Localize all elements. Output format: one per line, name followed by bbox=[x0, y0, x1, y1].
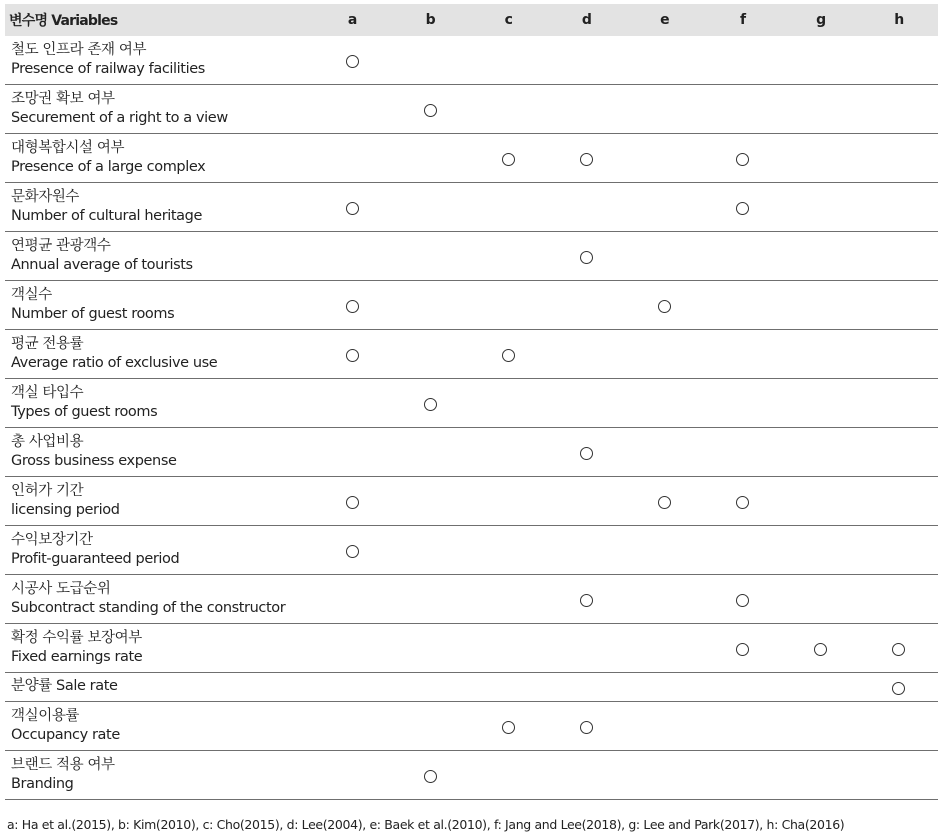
source-h-cell bbox=[860, 232, 938, 281]
source-c-cell bbox=[469, 232, 547, 281]
source-e-cell bbox=[626, 330, 704, 379]
source-e-cell bbox=[626, 702, 704, 751]
variables-column-header: 변수명 Variables bbox=[5, 4, 313, 36]
circle-mark-icon bbox=[736, 496, 749, 509]
source-g-cell bbox=[782, 526, 860, 575]
variable-korean-label: 인허가 기간 bbox=[11, 482, 84, 499]
source-b-cell bbox=[391, 673, 469, 702]
source-c-cell bbox=[469, 673, 547, 702]
table-row bbox=[5, 575, 938, 624]
source-b-cell bbox=[391, 232, 469, 281]
variable-english-label: Subcontract standing of the constructor bbox=[11, 600, 286, 616]
source-h-cell bbox=[860, 379, 938, 428]
circle-mark-icon bbox=[736, 202, 749, 215]
source-a-cell bbox=[313, 526, 391, 575]
source-a-cell bbox=[313, 281, 391, 330]
source-d-cell bbox=[548, 751, 626, 800]
circle-mark-icon bbox=[892, 643, 905, 656]
variable-korean-label: 수익보장기간 bbox=[11, 531, 93, 548]
variable-english-label: Gross business expense bbox=[11, 453, 177, 469]
source-e-cell bbox=[626, 673, 704, 702]
source-g-cell bbox=[782, 702, 860, 751]
source-b-cell bbox=[391, 134, 469, 183]
source-d-cell bbox=[548, 526, 626, 575]
circle-mark-icon bbox=[424, 770, 437, 783]
table-row bbox=[5, 134, 938, 183]
circle-mark-icon bbox=[736, 643, 749, 656]
source-h-cell bbox=[860, 85, 938, 134]
table-row bbox=[5, 673, 938, 702]
variable-cell bbox=[5, 183, 313, 232]
circle-mark-icon bbox=[346, 300, 359, 313]
source-b-cell bbox=[391, 428, 469, 477]
source-column-header: e bbox=[626, 4, 704, 36]
source-column-header: g bbox=[782, 4, 860, 36]
source-b-cell bbox=[391, 183, 469, 232]
source-d-cell bbox=[548, 673, 626, 702]
source-d-cell bbox=[548, 702, 626, 751]
source-f-cell bbox=[704, 702, 782, 751]
source-c-cell bbox=[469, 379, 547, 428]
source-c-cell bbox=[469, 36, 547, 85]
source-b-cell bbox=[391, 575, 469, 624]
variable-english-label: Occupancy rate bbox=[11, 727, 120, 743]
source-a-cell bbox=[313, 575, 391, 624]
variable-english-label: Types of guest rooms bbox=[11, 404, 158, 420]
table-header-row bbox=[5, 4, 938, 36]
source-e-cell bbox=[626, 85, 704, 134]
source-g-cell bbox=[782, 36, 860, 85]
table-row bbox=[5, 183, 938, 232]
source-f-cell bbox=[704, 330, 782, 379]
variable-cell bbox=[5, 281, 313, 330]
source-b-cell bbox=[391, 624, 469, 673]
variable-cell bbox=[5, 751, 313, 800]
source-a-cell bbox=[313, 477, 391, 526]
source-a-cell bbox=[313, 751, 391, 800]
circle-mark-icon bbox=[580, 447, 593, 460]
source-d-cell bbox=[548, 85, 626, 134]
source-d-cell bbox=[548, 379, 626, 428]
source-b-cell bbox=[391, 281, 469, 330]
source-c-cell bbox=[469, 477, 547, 526]
variable-cell bbox=[5, 428, 313, 477]
source-f-cell bbox=[704, 85, 782, 134]
variable-english-label: Annual average of tourists bbox=[11, 257, 193, 273]
source-e-cell bbox=[626, 379, 704, 428]
source-e-cell bbox=[626, 575, 704, 624]
source-b-cell bbox=[391, 751, 469, 800]
source-f-cell bbox=[704, 428, 782, 477]
source-g-cell bbox=[782, 751, 860, 800]
variable-english-label: Fixed earnings rate bbox=[11, 649, 143, 665]
circle-mark-icon bbox=[346, 349, 359, 362]
source-f-cell bbox=[704, 575, 782, 624]
source-c-cell bbox=[469, 85, 547, 134]
source-e-cell bbox=[626, 134, 704, 183]
source-d-cell bbox=[548, 330, 626, 379]
source-column-header: d bbox=[548, 4, 626, 36]
variables-table bbox=[5, 4, 938, 800]
circle-mark-icon bbox=[502, 153, 515, 166]
source-c-cell bbox=[469, 526, 547, 575]
source-g-cell bbox=[782, 232, 860, 281]
source-e-cell bbox=[626, 624, 704, 673]
circle-mark-icon bbox=[658, 300, 671, 313]
table-row bbox=[5, 428, 938, 477]
source-a-cell bbox=[313, 379, 391, 428]
source-b-cell bbox=[391, 526, 469, 575]
source-g-cell bbox=[782, 477, 860, 526]
source-column-header: b bbox=[391, 4, 469, 36]
source-c-cell bbox=[469, 624, 547, 673]
variable-cell bbox=[5, 702, 313, 751]
source-d-cell bbox=[548, 183, 626, 232]
source-b-cell bbox=[391, 85, 469, 134]
source-g-cell bbox=[782, 85, 860, 134]
source-a-cell bbox=[313, 36, 391, 85]
table-row bbox=[5, 624, 938, 673]
source-g-cell bbox=[782, 624, 860, 673]
variable-korean-label: 연평균 관광객수 bbox=[11, 237, 111, 254]
circle-mark-icon bbox=[346, 545, 359, 558]
circle-mark-icon bbox=[424, 104, 437, 117]
circle-mark-icon bbox=[892, 682, 905, 695]
source-e-cell bbox=[626, 183, 704, 232]
variable-english-label: Number of guest rooms bbox=[11, 306, 175, 322]
source-f-cell bbox=[704, 751, 782, 800]
variable-english-label: Number of cultural heritage bbox=[11, 208, 202, 224]
variable-cell bbox=[5, 673, 313, 702]
source-a-cell bbox=[313, 428, 391, 477]
source-c-cell bbox=[469, 575, 547, 624]
table-row bbox=[5, 526, 938, 575]
source-b-cell bbox=[391, 702, 469, 751]
variable-korean-label: 객실 타입수 bbox=[11, 384, 84, 401]
source-b-cell bbox=[391, 330, 469, 379]
variable-cell bbox=[5, 477, 313, 526]
source-g-cell bbox=[782, 281, 860, 330]
source-c-cell bbox=[469, 751, 547, 800]
variable-cell bbox=[5, 379, 313, 428]
circle-mark-icon bbox=[424, 398, 437, 411]
variable-korean-label: 문화자원수 bbox=[11, 188, 80, 205]
source-f-cell bbox=[704, 477, 782, 526]
source-e-cell bbox=[626, 526, 704, 575]
source-a-cell bbox=[313, 232, 391, 281]
source-h-cell bbox=[860, 751, 938, 800]
table-row bbox=[5, 477, 938, 526]
source-g-cell bbox=[782, 673, 860, 702]
source-h-cell bbox=[860, 526, 938, 575]
variable-korean-label: 확정 수익률 보장여부 bbox=[11, 629, 142, 646]
source-column-header: h bbox=[860, 4, 938, 36]
source-b-cell bbox=[391, 477, 469, 526]
variable-english-label: Presence of railway facilities bbox=[11, 61, 205, 77]
variable-cell bbox=[5, 134, 313, 183]
source-d-cell bbox=[548, 281, 626, 330]
source-g-cell bbox=[782, 428, 860, 477]
table-row bbox=[5, 751, 938, 800]
source-g-cell bbox=[782, 330, 860, 379]
table-row bbox=[5, 281, 938, 330]
variable-english-label: licensing period bbox=[11, 502, 120, 518]
table-row bbox=[5, 36, 938, 85]
variable-cell bbox=[5, 36, 313, 85]
variable-korean-label: 객실이용률 bbox=[11, 707, 80, 724]
variable-english-label: Securement of a right to a view bbox=[11, 110, 228, 126]
variable-english-label: Average ratio of exclusive use bbox=[11, 355, 218, 371]
source-d-cell bbox=[548, 232, 626, 281]
source-c-cell bbox=[469, 428, 547, 477]
source-e-cell bbox=[626, 232, 704, 281]
source-f-cell bbox=[704, 673, 782, 702]
variable-korean-label: 대형복합시설 여부 bbox=[11, 139, 125, 156]
variable-cell bbox=[5, 85, 313, 134]
source-d-cell bbox=[548, 428, 626, 477]
table-row bbox=[5, 85, 938, 134]
source-column-header: c bbox=[469, 4, 547, 36]
variable-korean-label: 조망권 확보 여부 bbox=[11, 90, 115, 107]
source-d-cell bbox=[548, 624, 626, 673]
variable-cell bbox=[5, 575, 313, 624]
circle-mark-icon bbox=[658, 496, 671, 509]
variable-english-label: Branding bbox=[11, 776, 74, 792]
source-c-cell bbox=[469, 281, 547, 330]
variable-korean-label: 객실수 bbox=[11, 286, 52, 303]
source-a-cell bbox=[313, 330, 391, 379]
variable-cell bbox=[5, 624, 313, 673]
table-row bbox=[5, 702, 938, 751]
circle-mark-icon bbox=[346, 55, 359, 68]
source-c-cell bbox=[469, 702, 547, 751]
table-body bbox=[5, 36, 938, 800]
source-e-cell bbox=[626, 36, 704, 85]
source-f-cell bbox=[704, 36, 782, 85]
circle-mark-icon bbox=[502, 349, 515, 362]
circle-mark-icon bbox=[502, 721, 515, 734]
source-c-cell bbox=[469, 134, 547, 183]
source-a-cell bbox=[313, 134, 391, 183]
variable-english-label: Profit-guaranteed period bbox=[11, 551, 180, 567]
circle-mark-icon bbox=[736, 153, 749, 166]
circle-mark-icon bbox=[814, 643, 827, 656]
source-d-cell bbox=[548, 36, 626, 85]
source-d-cell bbox=[548, 477, 626, 526]
circle-mark-icon bbox=[346, 202, 359, 215]
source-h-cell bbox=[860, 624, 938, 673]
variable-korean-label: 시공사 도급순위 bbox=[11, 580, 111, 597]
source-a-cell bbox=[313, 183, 391, 232]
source-g-cell bbox=[782, 134, 860, 183]
source-h-cell bbox=[860, 281, 938, 330]
source-g-cell bbox=[782, 183, 860, 232]
variable-english-label: Presence of a large complex bbox=[11, 159, 206, 175]
source-f-cell bbox=[704, 232, 782, 281]
variable-korean-label: 평균 전용률 bbox=[11, 335, 84, 352]
source-e-cell bbox=[626, 281, 704, 330]
variable-cell bbox=[5, 526, 313, 575]
source-e-cell bbox=[626, 477, 704, 526]
source-h-cell bbox=[860, 330, 938, 379]
circle-mark-icon bbox=[580, 153, 593, 166]
source-f-cell bbox=[704, 183, 782, 232]
variable-korean-label: 분양률 Sale rate bbox=[11, 678, 118, 695]
source-b-cell bbox=[391, 379, 469, 428]
table-row bbox=[5, 330, 938, 379]
source-column-header: f bbox=[704, 4, 782, 36]
table-row bbox=[5, 232, 938, 281]
source-a-cell bbox=[313, 624, 391, 673]
variable-korean-label: 철도 인프라 존재 여부 bbox=[11, 41, 147, 58]
source-f-cell bbox=[704, 379, 782, 428]
source-h-cell bbox=[860, 575, 938, 624]
source-e-cell bbox=[626, 751, 704, 800]
source-d-cell bbox=[548, 134, 626, 183]
source-h-cell bbox=[860, 428, 938, 477]
source-c-cell bbox=[469, 183, 547, 232]
source-d-cell bbox=[548, 575, 626, 624]
source-h-cell bbox=[860, 702, 938, 751]
source-c-cell bbox=[469, 330, 547, 379]
variable-cell bbox=[5, 330, 313, 379]
source-h-cell bbox=[860, 673, 938, 702]
source-a-cell bbox=[313, 673, 391, 702]
source-f-cell bbox=[704, 624, 782, 673]
source-f-cell bbox=[704, 281, 782, 330]
table-row bbox=[5, 379, 938, 428]
source-g-cell bbox=[782, 575, 860, 624]
source-h-cell bbox=[860, 183, 938, 232]
circle-mark-icon bbox=[736, 594, 749, 607]
circle-mark-icon bbox=[580, 721, 593, 734]
source-f-cell bbox=[704, 134, 782, 183]
circle-mark-icon bbox=[346, 496, 359, 509]
source-a-cell bbox=[313, 702, 391, 751]
source-column-header: a bbox=[313, 4, 391, 36]
circle-mark-icon bbox=[580, 251, 593, 264]
source-g-cell bbox=[782, 379, 860, 428]
source-h-cell bbox=[860, 134, 938, 183]
variable-korean-label: 총 사업비용 bbox=[11, 433, 84, 450]
source-h-cell bbox=[860, 36, 938, 85]
circle-mark-icon bbox=[580, 594, 593, 607]
variable-cell bbox=[5, 232, 313, 281]
source-f-cell bbox=[704, 526, 782, 575]
footnote: a: Ha et al.(2015), b: Kim(2010), c: Cho(2015), d: Lee(2004), e: Baek et al.(2010), f: Jang and Lee(2018), g: Lee and Park(2017), h: Cha(2016) bbox=[7, 817, 845, 832]
source-e-cell bbox=[626, 428, 704, 477]
source-b-cell bbox=[391, 36, 469, 85]
source-h-cell bbox=[860, 477, 938, 526]
variable-korean-label: 브랜드 적용 여부 bbox=[11, 756, 115, 773]
source-a-cell bbox=[313, 85, 391, 134]
